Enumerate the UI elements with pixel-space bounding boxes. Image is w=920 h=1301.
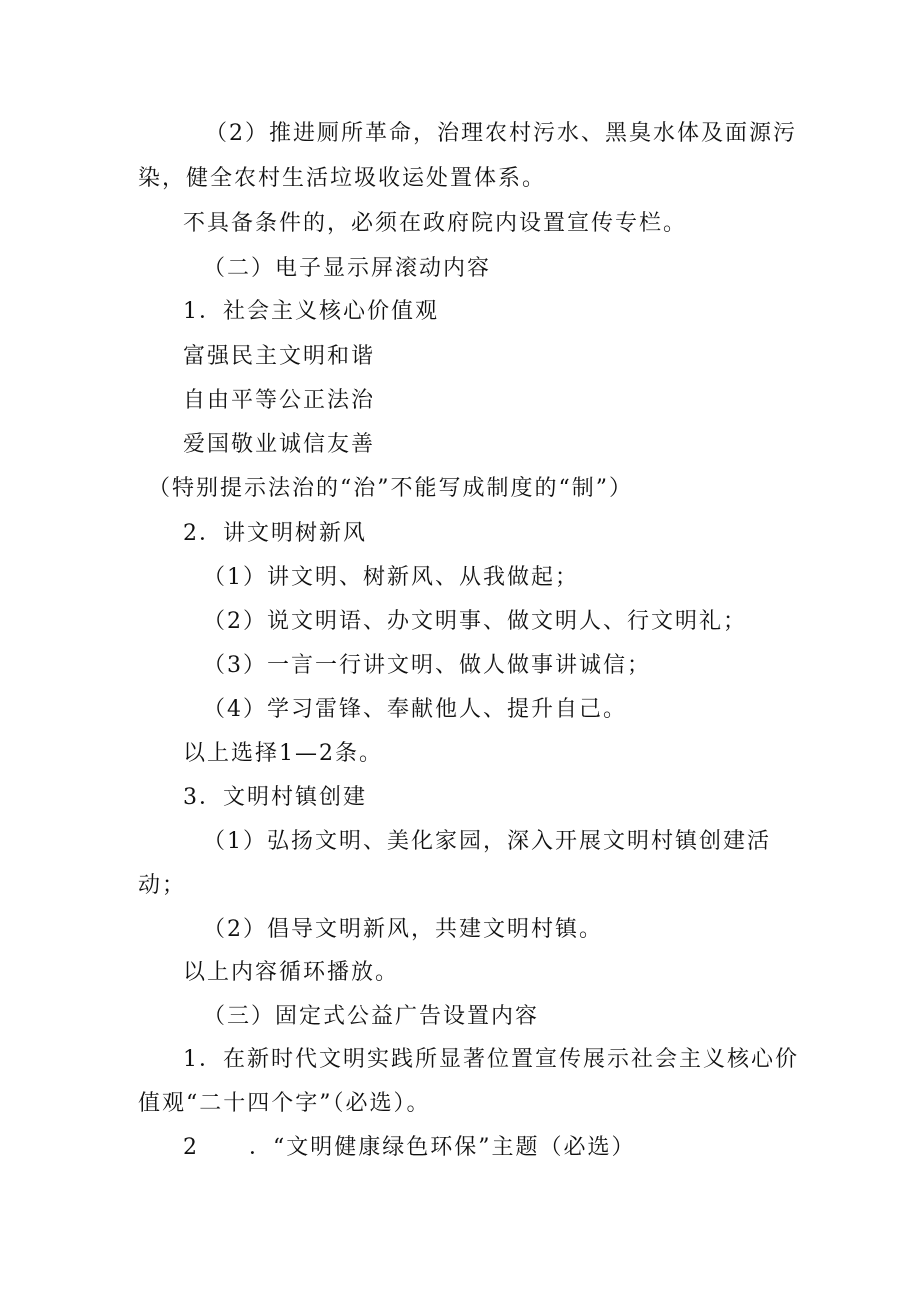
section-heading-fixed-ads: （三）固定式公益广告设置内容	[203, 1004, 540, 1029]
civility-slogan-4: （4）学习雷锋、奉献他人、提升自己。	[203, 697, 627, 722]
selection-note: 以上选择1—2条。	[183, 741, 383, 766]
paragraph-no-condition-note: 不具备条件的，必须在政府院内设置宣传专栏。	[183, 211, 688, 236]
fixed-ads-item-1: 1．在新时代文明实践所显著位置宣传展示社会主义核心价	[183, 1047, 799, 1072]
core-values-line-1: 富强民主文明和谐	[183, 344, 376, 369]
village-slogan-2: （2）倡导文明新风，共建文明村镇。	[203, 917, 603, 942]
village-slogan-1-cont: 动；	[138, 873, 187, 898]
section-heading-electronic-screen: （二）电子显示屏滚动内容	[203, 256, 492, 281]
village-slogan-1: （1）弘扬文明、美化家园，深入开展文明村镇创建活	[203, 829, 771, 854]
civility-slogan-2: （2）说文明语、办文明事、做文明人、行文明礼；	[203, 609, 747, 634]
item-heading-village-creation: 3．文明村镇创建	[183, 785, 367, 810]
special-note-rule-of-law: （特别提示法治的“治”不能写成制度的“制”）	[148, 476, 633, 501]
item-heading-core-values: 1．社会主义核心价值观	[183, 299, 439, 324]
civility-slogan-3: （3）一言一行讲文明、做人做事讲诚信；	[203, 653, 651, 678]
fixed-ads-item-1-cont: 值观“二十四个字”（必选）。	[138, 1091, 431, 1116]
paragraph-toilet-revolution: （2）推进厕所革命，治理农村污水、黑臭水体及面源污	[205, 121, 797, 146]
fixed-ads-item-2-text: ．“文明健康绿色环保”主题（必选）	[249, 1135, 636, 1160]
fixed-ads-item-2-number: 2	[183, 1135, 199, 1160]
civility-slogan-1: （1）讲文明、树新风、从我做起；	[203, 565, 579, 590]
core-values-line-2: 自由平等公正法治	[183, 388, 376, 413]
loop-playback-note: 以上内容循环播放。	[183, 960, 400, 985]
fixed-ads-item-2	[183, 1133, 636, 1163]
paragraph-toilet-revolution-cont: 染，健全农村生活垃圾收运处置体系。	[138, 166, 547, 191]
item-heading-civility: 2．讲文明树新风	[183, 521, 367, 546]
core-values-line-3: 爱国敬业诚信友善	[183, 432, 376, 457]
